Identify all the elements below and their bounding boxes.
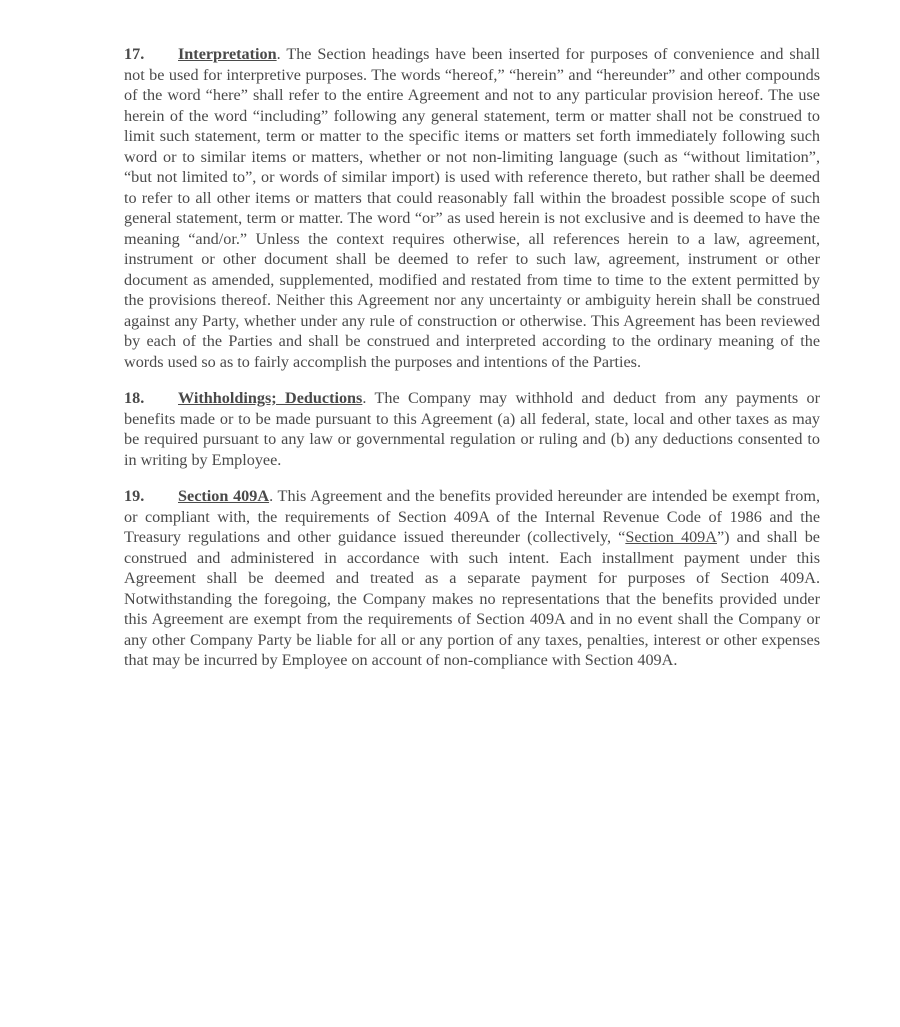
- section-heading: Withholdings; Deductions: [178, 389, 363, 407]
- section-number: 18.: [124, 389, 145, 407]
- section-text: . The Section headings have been inserted for purposes of convenience and shall not be used for interpretive purposes. The words “hereof,” “herein” and “hereunder” and other compounds of the word “here” shall refer to the entire Agreement and not to any particular provision hereof. The use herein of the word “including” following any general statement, term or matter shall not be construed to limit such statement, term or matter to the specific items or matters set forth immediately following such word or to similar items or matters, whether or not non-limiting language (such as “without limitation”, “but not limited to”, or words of similar import) is used with reference thereto, but rather shall be deemed to refer to all other items or matters that could reasonably fall within the broadest possible scope of such general statement, term or matter. The word “or” as used herein is not exclusive and is deemed to have the meaning “and/or.” Unless the context requires otherwise, all references herein to a law, agreement, instrument or other document shall be deemed to refer to such law, agreement, instrument or other document as amended, supplemented, modified and restated from time to time to the extent permitted by the provisions thereof. Neither this Agreement nor any uncertainty or ambiguity herein shall be construed against any Party, whether under any rule of construction or otherwise. This Agreement has been reviewed by each of the Parties and shall be construed and interpreted according to the ordinary meaning of the words used so as to fairly accomplish the purposes and intentions of the Parties.: [124, 45, 820, 371]
- section-number: 19.: [124, 487, 145, 505]
- section-text: . This Agreement and the benefits provided hereunder are intended be exempt from, or compliant with, the requirements of Section 409A of the Internal Revenue Code of 1986 and the Treasury regulations and other guidance issued thereunder (collectively, “: [124, 487, 820, 546]
- section-interpretation: [124, 44, 820, 372]
- section-text: . The Company may withhold and deduct from any payments or benefits made or to be made pursuant to this Agreement (a) all federal, state, local and other taxes as may be required pursuant to any law or governmental regulation or ruling and (b) any deductions consented to in writing by Employee.: [124, 389, 821, 469]
- section-number: 17.: [124, 45, 145, 63]
- document-body: [124, 44, 820, 671]
- section-heading: Interpretation: [178, 45, 277, 63]
- section-withholdings-deductions: [124, 388, 820, 470]
- section-text-continued: ”) and shall be construed and administered in accordance with such intent. Each installment payment under this Agreement shall be deemed and treated as a separate payment for purposes of Section 409A. Notwithstanding the foregoing, the Company makes no representations that the benefits provided under this Agreement are exempt from the requirements of Section 409A and in no event shall the Company or any other Company Party be liable for all or any portion of any taxes, penalties, interest or other expenses that may be incurred by Employee on account of non-compliance with Section 409A.: [124, 528, 820, 669]
- defined-term: Section 409A: [625, 528, 717, 546]
- section-409a: [124, 486, 820, 671]
- section-heading: Section 409A: [178, 487, 270, 505]
